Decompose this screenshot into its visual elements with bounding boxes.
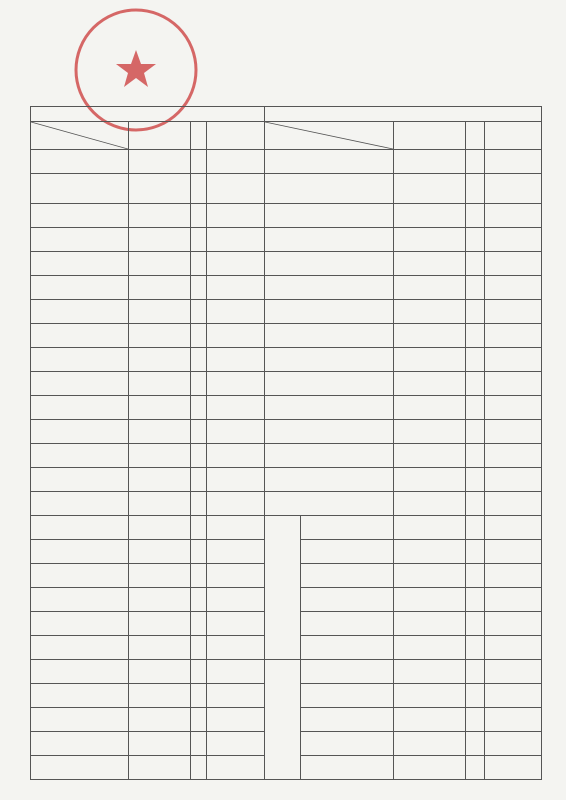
expense-item-sheets	[466, 348, 485, 372]
expense-item-sheets	[466, 150, 485, 174]
expense-item-year-total	[485, 324, 542, 348]
expense-item-sheets	[466, 252, 485, 276]
income-item-sheets	[191, 420, 207, 444]
empty-cell	[129, 612, 191, 636]
income-item-amount	[129, 492, 191, 516]
expense-item-year-total	[485, 684, 542, 708]
income-header-sheets	[191, 122, 207, 150]
empty-cell	[31, 708, 129, 732]
expense-item-sheets	[466, 444, 485, 468]
income-item-sheets	[191, 564, 207, 588]
income-item-sheets	[191, 150, 207, 174]
welfare-item-name	[301, 660, 394, 684]
empty-cell	[191, 636, 207, 660]
income-item-name	[31, 588, 129, 612]
other-expense-group-label	[265, 516, 301, 660]
expense-item-sheets	[466, 756, 485, 780]
expense-item-year-total	[485, 204, 542, 228]
expense-item-sheets	[466, 684, 485, 708]
expense-item-amount	[394, 420, 466, 444]
empty-cell	[129, 636, 191, 660]
income-item-year-total	[207, 516, 265, 540]
expense-item-amount	[394, 660, 466, 684]
expense-item-amount	[394, 252, 466, 276]
income-item-year-total	[207, 540, 265, 564]
income-item-amount	[129, 540, 191, 564]
income-item-amount	[129, 444, 191, 468]
expense-item-year-total	[485, 468, 542, 492]
income-item-sheets	[191, 276, 207, 300]
expense-item-name	[265, 444, 394, 468]
other-expense-item-name	[301, 564, 394, 588]
empty-cell	[31, 660, 129, 684]
expense-header-sheets	[466, 122, 485, 150]
income-item-name	[31, 372, 129, 396]
expense-item-amount	[394, 540, 466, 564]
expense-item-sheets	[466, 588, 485, 612]
income-item-year-total	[207, 276, 265, 300]
expense-item-sheets	[466, 324, 485, 348]
expense-item-year-total	[485, 276, 542, 300]
empty-cell	[31, 684, 129, 708]
income-item-year-total	[207, 564, 265, 588]
expense-item-amount	[394, 276, 466, 300]
income-item-amount	[129, 588, 191, 612]
income-item-name	[31, 150, 129, 174]
other-expense-item-name	[301, 540, 394, 564]
income-item-year-total	[207, 300, 265, 324]
welfare-item-name	[301, 684, 394, 708]
income-item-year-total	[207, 324, 265, 348]
income-item-year-total	[207, 396, 265, 420]
income-item-name	[31, 348, 129, 372]
expense-item-sheets	[466, 276, 485, 300]
expense-item-amount	[394, 612, 466, 636]
income-item-sheets	[191, 444, 207, 468]
expense-section-title	[265, 107, 542, 122]
expense-item-name	[265, 372, 394, 396]
finance-table	[30, 106, 542, 780]
income-item-amount	[129, 150, 191, 174]
expense-item-year-total	[485, 348, 542, 372]
expense-item-amount	[394, 444, 466, 468]
expense-item-name	[265, 150, 394, 174]
income-item-name	[31, 204, 129, 228]
expense-item-year-total	[485, 420, 542, 444]
empty-cell	[191, 612, 207, 636]
expense-item-year-total	[485, 540, 542, 564]
expense-item-sheets	[466, 372, 485, 396]
income-item-name	[31, 564, 129, 588]
income-item-name	[31, 324, 129, 348]
welfare-item-name	[301, 708, 394, 732]
expense-item-sheets	[466, 204, 485, 228]
income-item-sheets	[191, 372, 207, 396]
income-item-year-total	[207, 492, 265, 516]
expense-item-name	[265, 468, 394, 492]
expense-item-amount	[394, 348, 466, 372]
expense-item-sheets	[466, 174, 485, 204]
income-item-sheets	[191, 588, 207, 612]
expense-item-sheets	[466, 516, 485, 540]
empty-cell	[191, 660, 207, 684]
expense-item-sheets	[466, 396, 485, 420]
expense-item-sheets	[466, 708, 485, 732]
expense-item-amount	[394, 756, 466, 780]
expense-item-amount	[394, 228, 466, 252]
expense-item-sheets	[466, 228, 485, 252]
expense-item-name	[265, 252, 394, 276]
expense-item-year-total	[485, 372, 542, 396]
empty-cell	[129, 684, 191, 708]
income-item-amount	[129, 252, 191, 276]
expense-item-year-total	[485, 252, 542, 276]
expense-item-year-total	[485, 732, 542, 756]
income-item-sheets	[191, 300, 207, 324]
empty-cell	[191, 708, 207, 732]
income-item-name	[31, 276, 129, 300]
income-item-year-total	[207, 372, 265, 396]
expense-item-year-total	[485, 228, 542, 252]
income-item-amount	[129, 516, 191, 540]
income-item-name	[31, 396, 129, 420]
expense-item-sheets	[466, 732, 485, 756]
income-item-year-total	[207, 228, 265, 252]
empty-cell	[129, 660, 191, 684]
income-item-sheets	[191, 396, 207, 420]
expense-item-amount	[394, 372, 466, 396]
empty-cell	[191, 732, 207, 756]
income-item-sheets	[191, 540, 207, 564]
empty-cell	[207, 660, 265, 684]
expense-item-sheets	[466, 612, 485, 636]
income-item-amount	[129, 204, 191, 228]
expense-item-amount	[394, 174, 466, 204]
income-item-name	[31, 174, 129, 204]
expense-item-sheets	[466, 420, 485, 444]
expense-item-year-total	[485, 300, 542, 324]
income-item-amount	[129, 372, 191, 396]
expense-item-amount	[394, 636, 466, 660]
empty-cell	[31, 612, 129, 636]
expense-item-amount	[394, 150, 466, 174]
empty-cell	[207, 612, 265, 636]
expense-item-sheets	[466, 492, 485, 516]
income-header-year-total	[207, 122, 265, 150]
income-item-name	[31, 492, 129, 516]
expense-item-amount	[394, 492, 466, 516]
income-item-name	[31, 252, 129, 276]
empty-cell	[129, 708, 191, 732]
income-item-year-total	[207, 348, 265, 372]
expense-item-name	[265, 396, 394, 420]
income-item-year-total	[207, 204, 265, 228]
expense-item-amount	[394, 324, 466, 348]
income-item-year-total	[207, 150, 265, 174]
expense-item-year-total	[485, 174, 542, 204]
income-item-sheets	[191, 492, 207, 516]
income-item-sheets	[191, 348, 207, 372]
income-item-amount	[129, 564, 191, 588]
expense-item-year-total	[485, 588, 542, 612]
empty-cell	[191, 756, 207, 780]
expense-item-name	[265, 204, 394, 228]
income-item-year-total	[207, 444, 265, 468]
income-item-year-total	[207, 420, 265, 444]
income-item-name	[31, 540, 129, 564]
income-item-amount	[129, 468, 191, 492]
welfare-group-label	[265, 660, 301, 780]
expense-item-sheets	[466, 540, 485, 564]
income-item-sheets	[191, 174, 207, 204]
income-item-amount	[129, 300, 191, 324]
empty-cell	[129, 756, 191, 780]
expense-item-year-total	[485, 756, 542, 780]
expense-item-sheets	[466, 300, 485, 324]
income-item-sheets	[191, 252, 207, 276]
expense-item-amount	[394, 204, 466, 228]
expense-item-amount	[394, 516, 466, 540]
expense-item-year-total	[485, 708, 542, 732]
expense-header-diagonal	[265, 122, 394, 150]
empty-cell	[207, 756, 265, 780]
income-item-year-total	[207, 174, 265, 204]
welfare-item-name	[301, 756, 394, 780]
expense-item-name	[265, 276, 394, 300]
expense-item-year-total	[485, 150, 542, 174]
income-item-amount	[129, 348, 191, 372]
expense-item-name	[265, 492, 394, 516]
expense-item-name	[265, 228, 394, 252]
expense-item-amount	[394, 468, 466, 492]
expense-item-year-total	[485, 516, 542, 540]
income-item-year-total	[207, 468, 265, 492]
income-item-name	[31, 420, 129, 444]
expense-item-sheets	[466, 636, 485, 660]
expense-item-name	[265, 420, 394, 444]
income-item-year-total	[207, 588, 265, 612]
income-item-year-total	[207, 252, 265, 276]
expense-item-amount	[394, 732, 466, 756]
expense-header-amount	[394, 122, 466, 150]
expense-item-sheets	[466, 564, 485, 588]
empty-cell	[31, 636, 129, 660]
empty-cell	[31, 732, 129, 756]
expense-item-year-total	[485, 660, 542, 684]
expense-item-name	[265, 324, 394, 348]
expense-item-amount	[394, 588, 466, 612]
expense-item-amount	[394, 300, 466, 324]
expense-item-name	[265, 300, 394, 324]
expense-header-year-total	[485, 122, 542, 150]
income-item-amount	[129, 324, 191, 348]
income-item-amount	[129, 420, 191, 444]
other-expense-item-name	[301, 612, 394, 636]
income-item-sheets	[191, 228, 207, 252]
income-item-name	[31, 468, 129, 492]
welfare-item-name	[301, 732, 394, 756]
income-item-sheets	[191, 468, 207, 492]
expense-item-year-total	[485, 636, 542, 660]
expense-item-sheets	[466, 468, 485, 492]
income-item-name	[31, 516, 129, 540]
expense-item-sheets	[466, 660, 485, 684]
income-item-amount	[129, 396, 191, 420]
income-item-amount	[129, 228, 191, 252]
income-item-name	[31, 444, 129, 468]
income-item-sheets	[191, 516, 207, 540]
expense-item-year-total	[485, 492, 542, 516]
other-expense-item-name	[301, 636, 394, 660]
income-item-name	[31, 300, 129, 324]
income-header-amount	[129, 122, 191, 150]
income-header-diagonal	[31, 122, 129, 150]
expense-item-amount	[394, 708, 466, 732]
income-item-sheets	[191, 204, 207, 228]
empty-cell	[207, 636, 265, 660]
income-section-title	[31, 107, 265, 122]
income-item-amount	[129, 276, 191, 300]
empty-cell	[207, 708, 265, 732]
other-expense-item-name	[301, 516, 394, 540]
empty-cell	[207, 732, 265, 756]
expense-item-year-total	[485, 444, 542, 468]
income-item-amount	[129, 174, 191, 204]
other-expense-item-name	[301, 588, 394, 612]
empty-cell	[191, 684, 207, 708]
expense-item-amount	[394, 564, 466, 588]
expense-item-name	[265, 348, 394, 372]
expense-item-name	[265, 174, 394, 204]
empty-cell	[31, 756, 129, 780]
expense-item-amount	[394, 396, 466, 420]
empty-cell	[129, 732, 191, 756]
expense-item-year-total	[485, 612, 542, 636]
empty-cell	[207, 684, 265, 708]
expense-item-year-total	[485, 564, 542, 588]
expense-item-amount	[394, 684, 466, 708]
income-item-name	[31, 228, 129, 252]
expense-item-year-total	[485, 396, 542, 420]
income-item-sheets	[191, 324, 207, 348]
